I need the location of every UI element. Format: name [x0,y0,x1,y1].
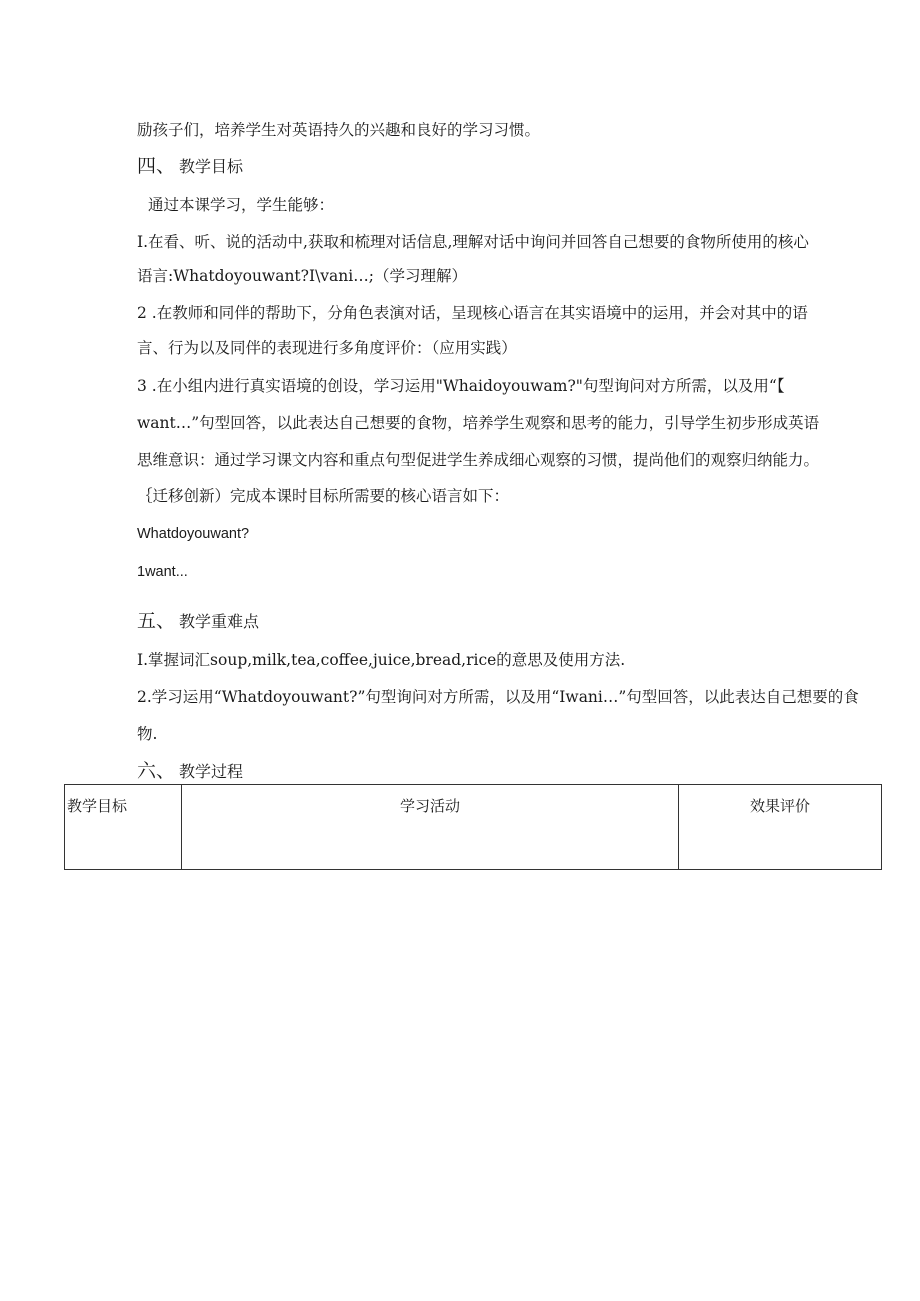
section-5-number: 五、 [137,610,176,632]
section-5-title: 教学重难点 [179,612,260,631]
header-learning-activity: 学习活动 [182,785,679,870]
objective-3-line-4: ｛迁移创新）完成本课时目标所需要的核心语言如下： [137,487,510,505]
section-4-heading [137,155,243,178]
objective-1-line-1: I.在看、听、说的活动中,获取和梳理对话信息,理解对话中询问并回答自己想要的食物所使用的核心 [137,233,809,251]
objective-2-line-1: 2 .在教师和同伴的帮助下，分角色表演对话，呈现核心语言在其实语境中的运用，并会对其中的语 [137,304,808,322]
intro-paragraph-tail: 励孩子们，培养学生对英语持久的兴趣和良好的学习习惯。 [137,121,541,139]
header-teaching-goal: 教学目标 [65,785,182,870]
header-effect-evaluation: 效果评价 [679,785,882,870]
objective-3-line-2: want…”句型回答，以此表达自己想要的食物，培养学生观察和思考的能力，引导学生初步形成英语 [137,414,820,432]
objectives-lead: 通过本课学习，学生能够： [148,196,335,214]
section-5-heading [137,610,259,633]
section-6-heading [137,760,243,783]
key-point-2-line-2: 物. [137,725,158,743]
section-4-number: 四、 [137,155,176,177]
key-point-1: I.掌握词汇soup,milk,tea,coffee,juice,bread,rice的意思及使用方法. [137,651,626,669]
section-6-number: 六、 [137,760,176,782]
table-header-row [65,785,882,870]
objective-2-line-2: 言、行为以及同伴的表现进行多角度评价：（应用实践） [137,339,517,357]
objective-3-line-1: 3 .在小组内进行真实语境的创设，学习运用"Whaidoyouwam?"句型询问对方所需，以及用“【 [137,377,785,395]
teaching-process-table [64,784,882,870]
objective-3-line-3: 思维意识：通过学习课文内容和重点句型促进学生养成细心观察的习惯，提尚他们的观察归纳能力。 [137,451,820,469]
core-language-answer: 1want... [137,564,188,580]
key-point-2-line-1: 2.学习运用“Whatdoyouwant?”句型询问对方所需，以及用“Iwani…”句型回答，以此表达自己想要的食 [137,688,859,706]
core-language-question: Whatdoyouwant? [137,526,250,542]
section-6-title: 教学过程 [179,762,244,781]
objective-1-line-2: 语言:Whatdoyouwant?I\vani…;（学习理解） [137,267,467,285]
section-4-title: 教学目标 [179,157,244,176]
